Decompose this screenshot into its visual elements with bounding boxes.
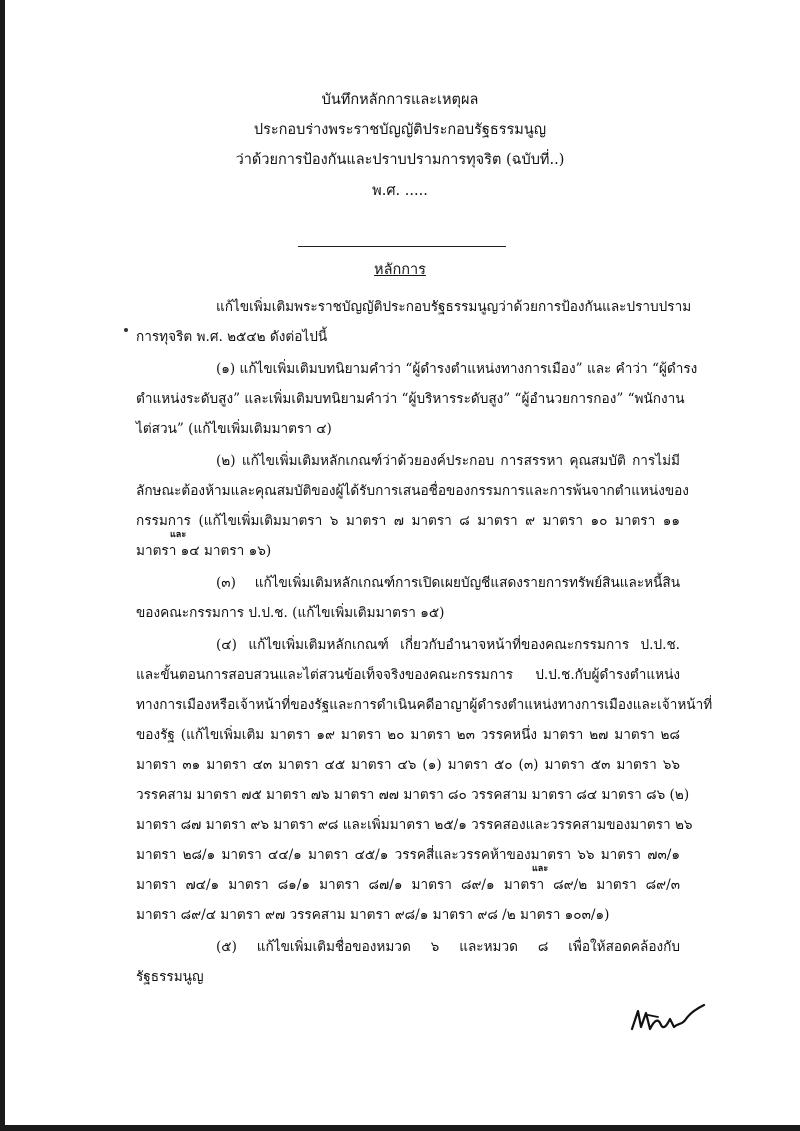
body-line: มาตรา ๗๔/๑ มาตรา ๘๑/๑ มาตรา ๘๗/๑ มาตรา ๘๙/๑ มาตรา ๘๙/๒ มาตรา ๘๙/๓ [136,877,680,893]
body-line: มาตรา ๑๔ มาตรา ๑๖) [136,543,272,559]
body-line: กรรมการ (แก้ไขเพิ่มเติมมาตรา ๖ มาตรา ๗ มาตรา ๘ มาตรา ๙ มาตรา ๑๐ มาตรา ๑๑ [136,513,680,529]
body-line: ตำแหน่งระดับสูง” และเพิ่มเติมบทนิยามคำว่า “ผู้บริหารระดับสูง” “ผู้อำนวยการกอง” “พนักงาน [136,391,685,407]
margin-dot [124,328,128,332]
body-line: (๑) แก้ไขเพิ่มเติมบทนิยามคำว่า “ผู้ดำรงตำแหน่งทางการเมือง” และ คำว่า “ผู้ดำรง [216,361,698,377]
body-line: มาตรา ๓๑ มาตรา ๔๓ มาตรา ๔๕ มาตรา ๔๖ (๑) มาตรา ๕๐ (๓) มาตรา ๕๓ มาตรา ๖๖ [136,757,680,773]
body-line: (๔) แก้ไขเพิ่มเติมหลักเกณฑ์ เกี่ยวกับอำนาจหน้าที่ของคณะกรรมการ ป.ป.ช. [216,637,680,653]
body-line: และขั้นตอนการสอบสวนและไต่สวนข้อเท็จจริงของคณะกรรมการ ป.ป.ช.กับผู้ดำรงตำแหน่ง [136,667,680,683]
handwritten-insertion: และ [532,864,549,874]
handwritten-signature [628,1003,708,1037]
body-line: มาตรา ๘๗ มาตรา ๙๖ มาตรา ๙๘ และเพิ่มมาตรา ๒๕/๑ วรรคสองและวรรคสามของมาตรา ๒๖ [136,817,693,833]
body-line: (๓) แก้ไขเพิ่มเติมหลักเกณฑ์การเปิดเผยบัญชีแสดงรายการทรัพย์สินและหนี้สิน [216,575,680,591]
body-line: รัฐธรรมนูญ [136,969,204,985]
body-line: ไต่สวน” (แก้ไขเพิ่มเติมมาตรา ๔) [136,421,332,437]
body-line: มาตรา ๒๘/๑ มาตรา ๔๔/๑ มาตรา ๔๕/๑ วรรคสี่และวรรคห้าของมาตรา ๖๖ มาตรา ๗๓/๑ [136,847,680,863]
doc-title-line-2: ประกอบร่างพระราชบัญญัติประกอบรัฐธรรมนูญ [253,122,547,138]
body-line: แก้ไขเพิ่มเติมพระราชบัญญัติประกอบรัฐธรรมนูญว่าด้วยการป้องกันและปราบปราม [216,299,692,315]
handwritten-insertion: และ [170,530,187,540]
body-line: ของรัฐ (แก้ไขเพิ่มเติม มาตรา ๑๙ มาตรา ๒๐ มาตรา ๒๓ วรรคหนึ่ง มาตรา ๒๗ มาตรา ๒๘ [136,727,680,743]
body-line: ลักษณะต้องห้ามและคุณสมบัติของผู้ได้รับการเสนอชื่อของกรรมการและการพ้นจากตำแหน่งของ [136,483,689,499]
doc-title-line-3: ว่าด้วยการป้องกันและปราบปรามการทุจริต (ฉบับที่..) [235,152,565,168]
body-line: (๕) แก้ไขเพิ่มเติมชื่อของหมวด ๖ และหมวด ๘ เพื่อให้สอดคล้องกับ [216,939,680,955]
section-title: หลักการ [374,262,426,278]
body-line: มาตรา ๘๙/๔ มาตรา ๙๗ วรรคสาม มาตรา ๙๘/๑ มาตรา ๙๘ /๒ มาตรา ๑๐๓/๑) [136,907,610,923]
body-line: ของคณะกรรมการ ป.ป.ช. (แก้ไขเพิ่มเติมมาตรา ๑๕) [136,605,445,621]
body-line: การทุจริต พ.ศ. ๒๕๔๒ ดังต่อไปนี้ [136,329,328,345]
doc-title-line-1: บันทึกหลักการและเหตุผล [321,92,479,108]
doc-title-line-4: พ.ศ. ..... [372,183,428,199]
body-line: (๒) แก้ไขเพิ่มเติมหลักเกณฑ์ว่าด้วยองค์ประกอบ การสรรหา คุณสมบัติ การไม่มี [216,453,680,469]
body-line: วรรคสาม มาตรา ๗๕ มาตรา ๗๖ มาตรา ๗๗ มาตรา ๘๐ วรรคสาม มาตรา ๘๔ มาตรา ๘๖ (๒) [136,787,690,803]
title-divider [298,246,506,247]
body-line: ทางการเมืองหรือเจ้าหน้าที่ของรัฐและการดำเนินคดีอาญาผู้ดำรงตำแหน่งทางการเมืองและเจ้าหน้าที่ [136,697,713,713]
scan-edge-bottom [0,1125,800,1131]
